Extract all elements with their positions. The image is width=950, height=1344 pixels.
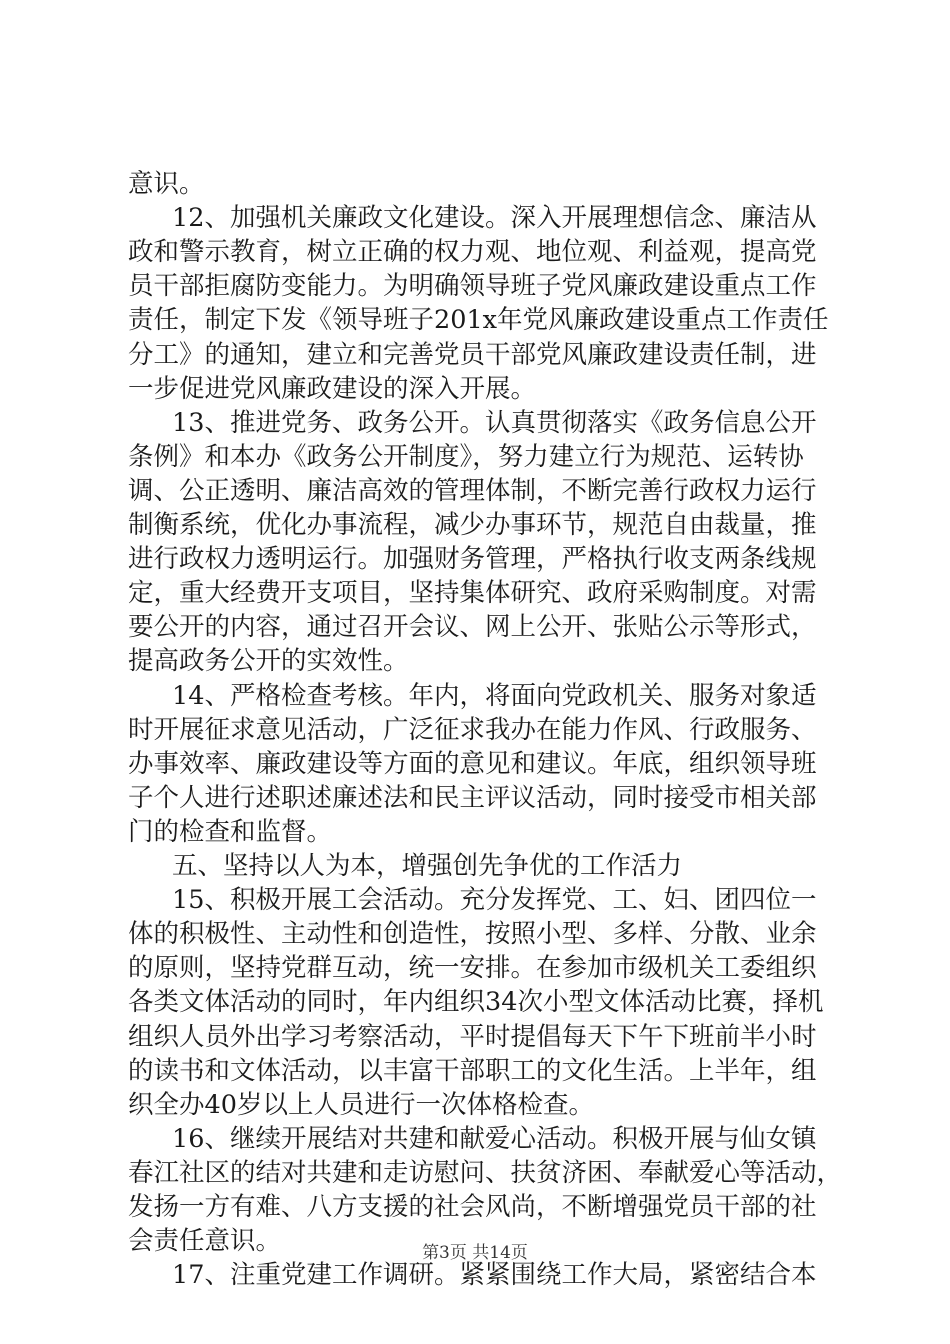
text-line: 春江社区的结对共建和走访慰问、扶贫济困、奉献爱心等活动， [128,1157,843,1188]
text-line: 组织人员外出学习考察活动，平时提倡每天下午下班前半小时 [128,1021,817,1052]
text-line: 各类文体活动的同时，年内组织34次小型文体活动比赛，择机 [128,987,824,1018]
text-line: 意识。 [128,169,205,199]
text-line: 12、加强机关廉政文化建设。深入开展理想信念、廉洁从 [172,203,817,234]
text-line: 条例》和本办《政务公开制度》，努力建立行为规范、运转协 [128,441,804,472]
text-line: 织全办40岁以上人员进行一次体格检查。 [128,1089,594,1120]
text-line: 要公开的内容，通过召开会议、网上公开、张贴公示等形式， [128,612,817,643]
text-line: 的读书和文体活动，以丰富干部职工的文化生活。上半年，组 [128,1055,817,1086]
text-line: 会责任意识。 [128,1226,282,1257]
text-line: 定，重大经费开支项目，坚持集体研究、政府采购制度。对需 [128,578,817,609]
text-line: 调、公正透明、廉洁高效的管理体制，不断完善行政权力运行 [128,475,817,506]
text-line: 17、注重党建工作调研。紧紧围绕工作大局，紧密结合本 [172,1260,817,1291]
text-line: 16、继续开展结对共建和献爱心活动。积极开展与仙女镇 [172,1123,817,1154]
text-line: 的原则，坚持党群互动，统一安排。在参加市级机关工委组织 [128,953,817,984]
text-line: 14、严格检查考核。年内，将面向党政机关、服务对象适 [172,680,817,711]
text-line: 五、坚持以人为本，增强创先争优的工作活力 [172,851,683,881]
text-line: 办事效率、廉政建设等方面的意见和建议。年底，组织领导班 [128,748,817,779]
text-line: 政和警示教育，树立正确的权力观、地位观、利益观，提高党 [128,237,817,268]
text-line: 责任，制定下发《领导班子201x年党风廉政建设重点工作责任 [128,305,829,336]
text-line: 体的积极性、主动性和创造性，按照小型、多样、分散、业余 [128,919,817,950]
text-line: 分工》的通知，建立和完善党员干部党风廉政建设责任制，进 [128,339,817,370]
text-line: 发扬一方有难、八方支援的社会风尚，不断增强党员干部的社 [128,1192,817,1222]
page-footer: 第3页 共14页 [422,1243,528,1263]
text-line: 时开展征求意见活动，广泛征求我办在能力作风、行政服务、 [128,714,817,745]
text-line: 15、积极开展工会活动。充分发挥党、工、妇、团四位一 [172,885,817,916]
text-line: 提高政务公开的实效性。 [128,646,409,677]
text-line: 一步促进党风廉政建设的深入开展。 [128,373,537,404]
text-line: 门的检查和监督。 [128,816,333,847]
text-line: 子个人进行述职述廉述法和民主评议活动，同时接受市相关部 [128,782,817,813]
text-line: 制衡系统，优化办事流程，减少办事环节，规范自由裁量，推 [128,510,817,540]
text-line: 13、推进党务、政务公开。认真贯彻落实《政务信息公开 [172,407,817,438]
text-line: 员干部拒腐防变能力。为明确领导班子党风廉政建设重点工作 [128,271,817,302]
text-line: 进行政权力透明运行。加强财务管理，严格执行收支两条线规 [128,544,817,575]
